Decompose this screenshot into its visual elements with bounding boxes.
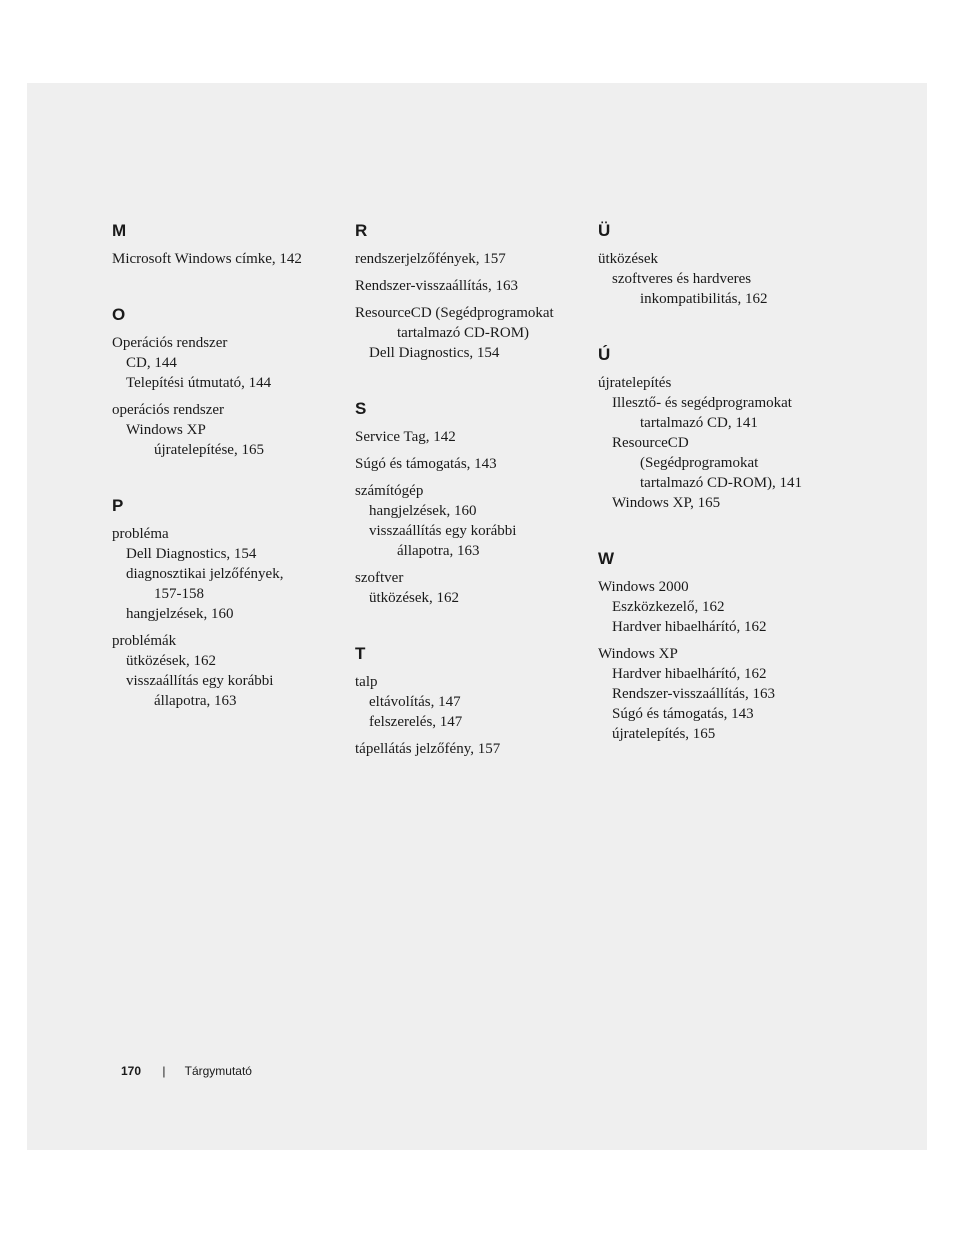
index-entry — [112, 400, 342, 460]
index-entry — [355, 427, 585, 447]
page-number: 170 — [121, 1064, 142, 1078]
section-letter: O — [112, 305, 126, 324]
index-term: probléma — [112, 526, 169, 542]
index-subterm: Dell Diagnostics, 154 — [369, 345, 500, 361]
index-subterm: állapotra, 163 — [154, 693, 237, 709]
section-letter: S — [355, 399, 367, 418]
index-term: rendszerjelzőfények, 157 — [355, 251, 506, 267]
index-section — [598, 549, 828, 744]
section-letter: W — [598, 549, 615, 568]
index-entry — [112, 333, 342, 393]
index-term: újratelepítés — [598, 375, 672, 391]
index-entry — [112, 249, 342, 269]
index-section — [112, 305, 342, 460]
index-subterm: tartalmazó CD, 141 — [640, 415, 758, 431]
index-entry — [598, 644, 828, 744]
index-subterm: 157-158 — [154, 586, 204, 602]
index-entry — [355, 454, 585, 474]
index-subterm: (Segédprogramokat — [640, 455, 759, 471]
index-subterm: szoftveres és hardveres — [612, 271, 752, 287]
index-term: Windows XP — [598, 646, 678, 662]
index-entry — [355, 739, 585, 759]
index-column-2 — [355, 221, 585, 795]
index-subterm: Súgó és támogatás, 143 — [612, 706, 754, 722]
section-letter: T — [355, 644, 366, 663]
section-letter: P — [112, 496, 124, 515]
index-column-3 — [598, 221, 828, 780]
index-subterm: Rendszer-visszaállítás, 163 — [612, 686, 775, 702]
index-subterm: ResourceCD — [612, 435, 689, 451]
index-subterm: Eszközkezelő, 162 — [612, 599, 725, 615]
index-subterm: CD, 144 — [126, 355, 177, 371]
index-section — [355, 644, 585, 759]
index-section — [355, 221, 585, 363]
index-term: talp — [355, 674, 378, 690]
index-entry — [355, 276, 585, 296]
index-subterm: Dell Diagnostics, 154 — [126, 546, 257, 562]
index-entry — [112, 631, 342, 711]
index-subterm: felszerelés, 147 — [369, 714, 463, 730]
index-term: Microsoft Windows címke, 142 — [112, 251, 302, 267]
index-subterm: inkompatibilitás, 162 — [640, 291, 768, 307]
index-entry — [598, 577, 828, 637]
index-term: ütközések — [598, 251, 658, 267]
index-term: problémák — [112, 633, 177, 649]
page-footer — [121, 1063, 252, 1079]
index-subterm: állapotra, 163 — [397, 543, 480, 559]
index-entry — [355, 303, 585, 363]
index-subterm: ütközések, 162 — [126, 653, 216, 669]
section-letter: M — [112, 221, 127, 240]
index-term: Windows 2000 — [598, 579, 689, 595]
section-letter: R — [355, 221, 368, 240]
index-subterm: hangjelzések, 160 — [369, 503, 477, 519]
index-subterm: tartalmazó CD-ROM) — [397, 325, 530, 341]
index-subterm: Hardver hibaelhárító, 162 — [612, 666, 767, 682]
index-subterm: Illesztő- és segédprogramokat — [612, 395, 792, 411]
index-entry — [598, 249, 828, 309]
index-entry — [355, 672, 585, 732]
index-page — [27, 83, 927, 1150]
index-subterm: tartalmazó CD-ROM), 141 — [640, 475, 803, 491]
index-term: számítógép — [355, 483, 424, 499]
section-letter: Ü — [598, 221, 611, 240]
index-subterm: újratelepítés, 165 — [612, 726, 716, 742]
index-subterm: Windows XP, 165 — [612, 495, 721, 511]
section-letter: Ú — [598, 345, 611, 364]
index-entry — [355, 568, 585, 608]
index-term: tápellátás jelzőfény, 157 — [355, 741, 501, 757]
index-subterm: Telepítési útmutató, 144 — [126, 375, 272, 391]
index-term: Service Tag, 142 — [355, 429, 456, 445]
index-term: Rendszer-visszaállítás, 163 — [355, 278, 518, 294]
index-subterm: Windows XP — [126, 422, 206, 438]
index-entry — [355, 481, 585, 561]
index-term: Súgó és támogatás, 143 — [355, 456, 497, 472]
index-subterm: eltávolítás, 147 — [369, 694, 461, 710]
index-subterm: újratelepítése, 165 — [154, 442, 264, 458]
index-entry — [112, 524, 342, 624]
index-term: ResourceCD (Segédprogramokat — [355, 305, 554, 321]
index-term: operációs rendszer — [112, 402, 225, 418]
index-subterm: visszaállítás egy korábbi — [126, 673, 274, 689]
index-entry — [355, 249, 585, 269]
index-section — [112, 221, 342, 269]
index-term: szoftver — [355, 570, 404, 586]
footer-section-title: Tárgymutató — [184, 1064, 252, 1078]
index-section — [598, 221, 828, 309]
index-subterm: hangjelzések, 160 — [126, 606, 234, 622]
index-subterm: visszaállítás egy korábbi — [369, 523, 517, 539]
footer-separator: | — [162, 1064, 166, 1078]
index-subterm: ütközések, 162 — [369, 590, 459, 606]
index-column-1 — [112, 221, 342, 747]
index-section — [355, 399, 585, 608]
index-subterm: Hardver hibaelhárító, 162 — [612, 619, 767, 635]
index-entry — [598, 373, 828, 513]
index-section — [112, 496, 342, 711]
index-subterm: diagnosztikai jelzőfények, — [126, 566, 284, 582]
index-section — [598, 345, 828, 513]
index-term: Operációs rendszer — [112, 335, 228, 351]
